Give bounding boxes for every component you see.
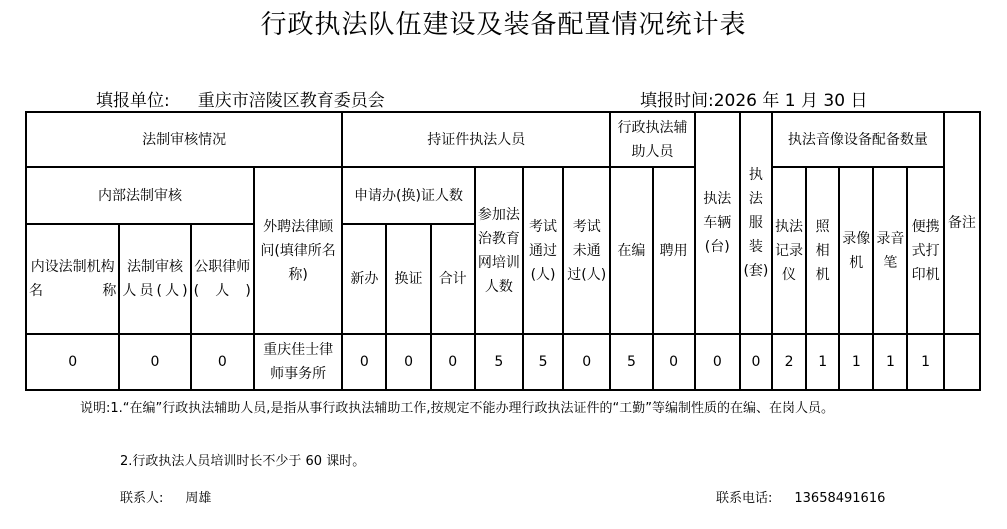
fill-time-value: 2026 年 1 月 30 日 <box>713 91 868 111</box>
cell-training: 5 <box>475 334 523 390</box>
header-video: 录像机 <box>839 167 873 334</box>
header-public-lawyer: 公职律师(人) <box>191 224 254 334</box>
cell-uniforms: 0 <box>740 334 772 390</box>
header-uniforms: 执法服装(套) <box>740 112 772 334</box>
header-recorder: 执法记录仪 <box>772 167 806 334</box>
header-aux-staff: 行政执法辅助人员 <box>610 112 694 167</box>
header-apply-cert: 申请办(换)证人数 <box>342 167 475 224</box>
header-legal-review: 法制审核情况 <box>26 112 342 167</box>
header-new-cert: 新办 <box>342 224 386 334</box>
cell-new-cert: 0 <box>342 334 386 390</box>
contact-phone-label: 联系电话: <box>716 491 773 506</box>
cell-video: 1 <box>839 334 873 390</box>
header-internal-review: 内部法制审核 <box>26 167 254 224</box>
header-aux-hired: 聘用 <box>653 167 695 334</box>
fill-unit-value: 重庆市涪陵区教育委员会 <box>197 91 385 111</box>
cell-renew-cert: 0 <box>386 334 430 390</box>
fill-unit-label: 填报单位: <box>96 91 170 111</box>
header-renew-cert: 换证 <box>386 224 430 334</box>
cell-remarks <box>944 334 980 390</box>
header-training: 参加法治教育网培训人数 <box>475 167 523 334</box>
note-2: 2.行政执法人员培训时长不少于 60 课时。 <box>120 454 366 469</box>
header-av-equipment: 执法音像设备配备数量 <box>772 112 944 167</box>
table-row <box>26 334 980 390</box>
cell-audio-pen: 1 <box>873 334 907 390</box>
contact-person-value: 周雄 <box>185 491 212 506</box>
header-cert-total: 合计 <box>431 224 475 334</box>
contact-person-label: 联系人: <box>120 491 164 506</box>
fill-time <box>640 86 867 111</box>
cell-recorder: 2 <box>772 334 806 390</box>
cell-public-lawyer: 0 <box>191 334 254 390</box>
contact-phone-value: 13658491616 <box>794 491 886 506</box>
cell-outside-counsel: 重庆佳士律师事务所 <box>254 334 342 390</box>
contact-person <box>120 487 211 506</box>
header-remarks: 备注 <box>944 112 980 334</box>
header-vehicles: 执法车辆(台) <box>695 112 740 334</box>
header-exam-fail: 考试未通过(人) <box>563 167 610 334</box>
header-printer: 便携式打印机 <box>907 167 943 334</box>
cell-review-staff: 0 <box>119 334 190 390</box>
header-aux-onstaff: 在编 <box>610 167 652 334</box>
header-internal-org: 内设法制机构名称 <box>26 224 119 334</box>
cell-internal-org: 0 <box>26 334 119 390</box>
cell-printer: 1 <box>907 334 943 390</box>
cell-aux-hired: 0 <box>653 334 695 390</box>
header-audio-pen: 录音笔 <box>873 167 907 334</box>
fill-unit <box>96 86 385 111</box>
header-review-staff: 法制审核人员(人) <box>119 224 190 334</box>
page-title: 行政执法队伍建设及装备配置情况统计表 <box>260 10 747 40</box>
cell-camera: 1 <box>806 334 839 390</box>
header-exam-pass: 考试通过(人) <box>523 167 563 334</box>
cell-vehicles: 0 <box>695 334 740 390</box>
cell-cert-total: 0 <box>431 334 475 390</box>
cell-exam-pass: 5 <box>523 334 563 390</box>
statistics-table <box>25 111 981 391</box>
header-camera: 照相机 <box>806 167 839 334</box>
header-outside-counsel: 外聘法律顾问(填律所名称) <box>254 167 342 334</box>
note-1: 说明:1.“在编”行政执法辅助人员,是指从事行政执法辅助工作,按规定不能办理行政执法证件的“工勤”等编制性质的在编、在岗人员。 <box>80 401 834 416</box>
cell-exam-fail: 0 <box>563 334 610 390</box>
header-certified-staff: 持证件执法人员 <box>342 112 610 167</box>
contact-phone <box>716 487 885 506</box>
cell-aux-onstaff: 5 <box>610 334 652 390</box>
fill-time-label: 填报时间: <box>640 91 714 111</box>
